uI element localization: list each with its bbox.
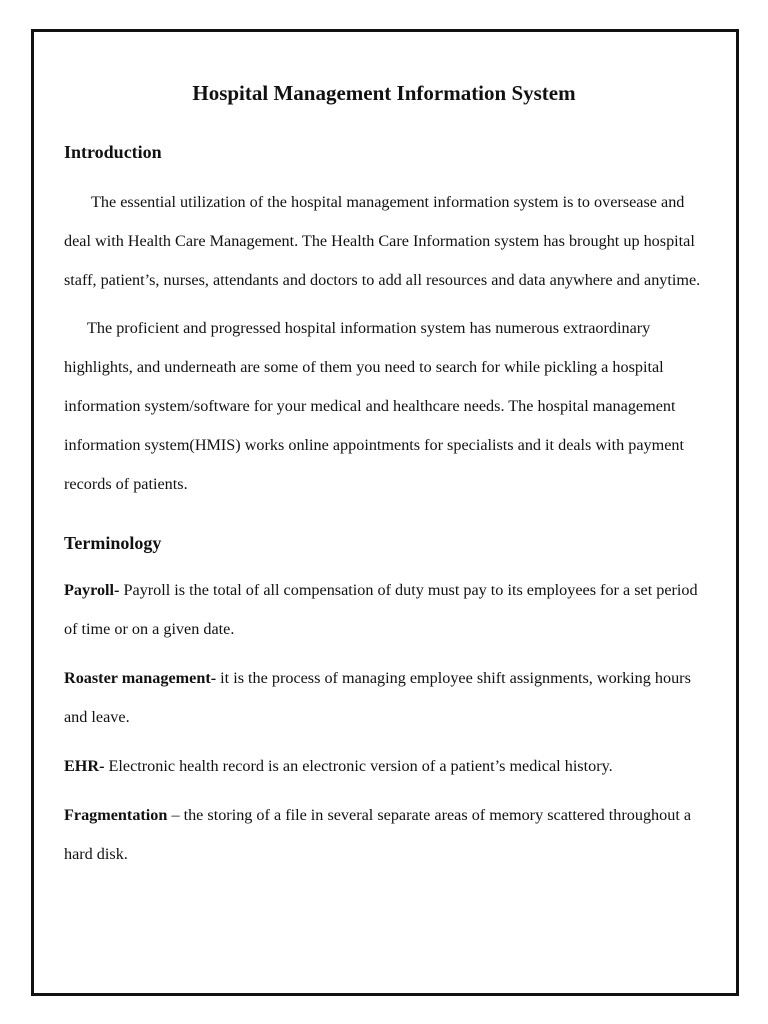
terminology-heading: Terminology [64, 533, 162, 553]
term-payroll [64, 571, 710, 649]
term-name: Roaster management- [64, 669, 217, 687]
term-definition: Payroll is the total of all compensation of duty must pay to its employees for a set period of time or on a given date. [64, 581, 698, 638]
term-definition: it is the process of managing employee shift assignments, working hours and leave. [64, 669, 691, 726]
term-name: Fragmentation [64, 806, 168, 824]
introduction-paragraph-1: The essential utilization of the hospital management information system is to oversease and deal with Health Care Management. The Health Care Information system has brought up hospital staff, patient’s, nurses, attendants and doctors to add all resources and data anywhere and anytime. [64, 193, 701, 289]
term-definition: – the storing of a file in several separate areas of memory scattered throughout a hard disk. [64, 806, 692, 863]
term-fragmentation [64, 796, 710, 874]
document-body [64, 78, 710, 874]
document-title: Hospital Management Information System [192, 81, 576, 105]
term-name: Payroll- [64, 581, 120, 599]
introduction-paragraph-2: The proficient and progressed hospital information system has numerous extraordinary highlights, and underneath are some of them you need to search for while pickling a hospital information system/software for your medical and healthcare needs. The hospital management information system(HMIS) works online appointments for specialists and it deals with payment records of patients. [64, 319, 684, 493]
introduction-heading: Introduction [64, 142, 162, 162]
term-definition: Electronic health record is an electronic version of a patient’s medical history. [104, 757, 613, 775]
term-name: EHR- [64, 757, 105, 775]
term-ehr [64, 747, 710, 786]
term-roaster-management [64, 659, 710, 737]
